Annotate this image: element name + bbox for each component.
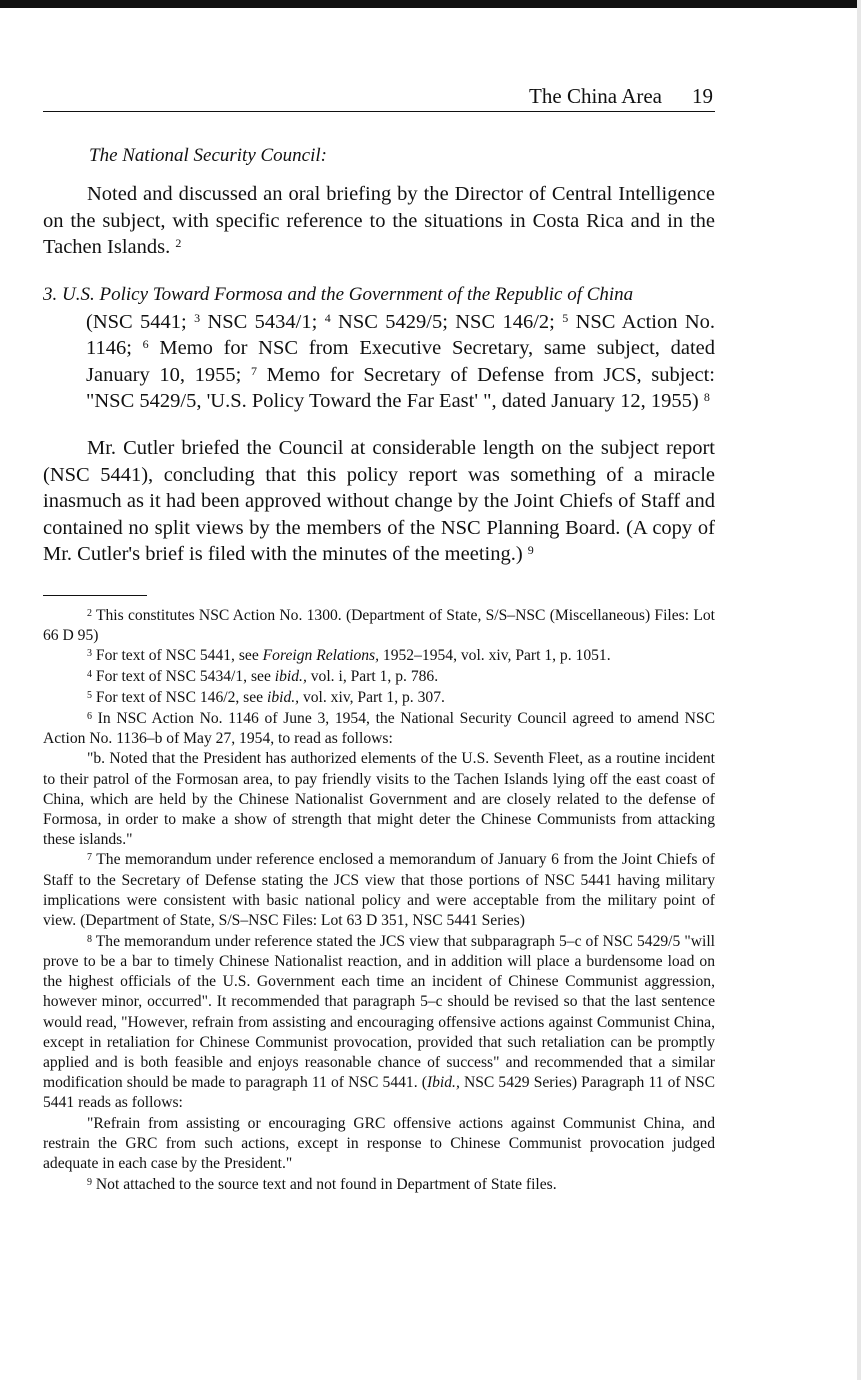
footnote-ref-7: 7	[251, 363, 258, 378]
footnote-divider	[43, 595, 147, 596]
footnote-italic: Ibid.,	[426, 1074, 460, 1092]
footnote-text: vol. i, Part 1, p. 786.	[306, 668, 439, 686]
footnote-ref-9: 9	[527, 543, 534, 557]
page-number: 19	[692, 84, 713, 108]
agenda-ref-text: NSC 5429/5; NSC 146/2;	[330, 310, 563, 333]
agenda-ref-text: NSC 5434/1;	[200, 310, 325, 333]
footnote-text: For text of NSC 5434/1, see	[92, 668, 275, 686]
footnote-italic: ibid.,	[274, 668, 307, 686]
paragraph-briefing-text: Noted and discussed an oral briefing by the Director of Central Intelligence on the subject, with specific reference to the situations in Costa Rica and in the Tachen Islands.	[43, 183, 715, 258]
scan-right-edge	[857, 0, 861, 1380]
footnote-italic: ibid.,	[267, 688, 300, 706]
footnote-number: 2	[87, 607, 92, 619]
footnote-ref-6: 6	[142, 337, 149, 351]
footnote-number: 9	[87, 1176, 92, 1188]
footnote-3	[43, 646, 715, 666]
council-heading: The National Security Council:	[89, 145, 328, 166]
running-head	[43, 84, 715, 112]
footnote-8	[43, 932, 715, 1114]
footnote-number: 3	[87, 648, 92, 660]
scan-top-edge	[0, 0, 861, 8]
footnote-text: The memorandum under reference stated the JCS view that subparagraph 5–c of NSC 5429/5 "will prove to be a bar to timely Chinese Nationalist reaction, and in addition will place a burdensome load on the highest officials of the U.S. Government each time an incident of Chinese Communist aggression, however minor, occurred". It recommended that paragraph 5–c should be revised so that the last sentence would read, "However, refrain from assisting and encouraging offensive actions against Communist China, except in retaliation for Chinese Communist provocation, provided that such retaliation can be promptly applied and is both feasible and enjoys reasonable chance of success" and recommended that a similar modification should be made to paragraph 11 of NSC 5441. (	[43, 932, 715, 1092]
footnote-6-quote: "b. Noted that the President has authorized elements of the U.S. Seventh Fleet, as a routine incident to their patrol of the Formosan area, to pay friendly visits to the Tachen Islands lying off the east coast of China, which are held by the Chinese Nationalist Government and are closely related to the defense of Formosa, in order to make a show of strength that might deter the Chinese Communists from attacking these islands."	[43, 750, 715, 849]
paragraph-cutler	[43, 435, 715, 568]
footnotes	[43, 606, 715, 1195]
footnote-5	[43, 688, 715, 708]
footnote-9	[43, 1175, 715, 1195]
footnote-ref-3: 3	[194, 310, 201, 325]
footnote-text: Not attached to the source text and not found in Department of State files.	[92, 1175, 557, 1193]
footnote-text: For text of NSC 5441, see	[92, 647, 263, 665]
agenda-item-number: 3.	[43, 284, 62, 305]
footnote-number: 8	[87, 933, 92, 945]
running-head-title: The China Area	[529, 84, 662, 108]
paragraph-cutler-text: Mr. Cutler briefed the Council at considerable length on the subject report (NSC 5441), concluding that this policy report was something of a miracle inasmuch as it had been approved without change by the Joint Chiefs of Staff and contained no split views by the members of the NSC Planning Board. (A copy of Mr. Cutler's brief is filed with the minutes of the meeting.)	[43, 437, 715, 565]
footnote-text: vol. xiv, Part 1, p. 307.	[299, 688, 445, 706]
footnote-text: The memorandum under reference enclosed a memorandum of January 6 from the Joint Chiefs of Staff to the Secretary of Defense stating the JCS view that those portions of NSC 5441 having military implications were consistent with basic national policy and were acceptable from the military point of view. (Department of State, S/S–NSC Files: Lot 63 D 351, NSC 5441 Series)	[43, 851, 715, 930]
agenda-ref-text: NSC Action No. 1146;	[86, 310, 716, 359]
footnote-number: 6	[87, 710, 92, 722]
footnote-ref-2: 2	[175, 236, 182, 250]
agenda-ref-text: Memo for Secretary of Defense from JCS, subject: "NSC 5429/5, 'U.S. Policy Toward the Far East' ", dated January 12, 1955)	[86, 363, 716, 412]
footnote-8-quote: "Refrain from assisting or encouraging GRC offensive actions against Communist China, and restrain the GRC from such actions, except in response to Chinese Communist provocation judged adequate in each case by the President."	[43, 1115, 715, 1173]
footnote-ref-8: 8	[703, 390, 710, 404]
paragraph-briefing	[43, 181, 715, 261]
footnote-7	[43, 850, 715, 931]
footnote-text: 1952–1954, vol. xiv, Part 1, p. 1051.	[379, 647, 611, 665]
agenda-item-title: U.S. Policy Toward Formosa and the Government of the Republic of China	[62, 284, 634, 305]
agenda-ref-text: (NSC 5441;	[86, 310, 195, 333]
footnote-text: NSC 5429 Series) Paragraph 11 of NSC 5441 reads as follows:	[43, 1074, 715, 1112]
footnote-6	[43, 709, 715, 749]
footnote-number: 7	[87, 852, 92, 864]
footnote-text: This constitutes NSC Action No. 1300. (Department of State, S/S–NSC (Miscellaneous) Files: Lot 66 D 95)	[43, 606, 715, 644]
footnote-text: For text of NSC 146/2, see	[92, 688, 267, 706]
agenda-item-3	[43, 281, 715, 415]
footnote-number: 4	[87, 669, 92, 681]
footnote-text: In NSC Action No. 1146 of June 3, 1954, the National Security Council agreed to amend NSC Action No. 1136–b of May 27, 1954, to read as follows:	[43, 709, 715, 747]
footnote-4	[43, 667, 715, 687]
agenda-ref-text: Memo for NSC from Executive Secretary, same subject, dated January 10, 1955;	[86, 337, 715, 386]
footnote-italic: Foreign Relations,	[262, 647, 380, 665]
footnote-ref-5: 5	[562, 310, 569, 325]
footnote-ref-4: 4	[324, 310, 331, 325]
document-page	[43, 84, 715, 1195]
footnote-number: 5	[87, 689, 92, 701]
footnote-2	[43, 606, 715, 646]
